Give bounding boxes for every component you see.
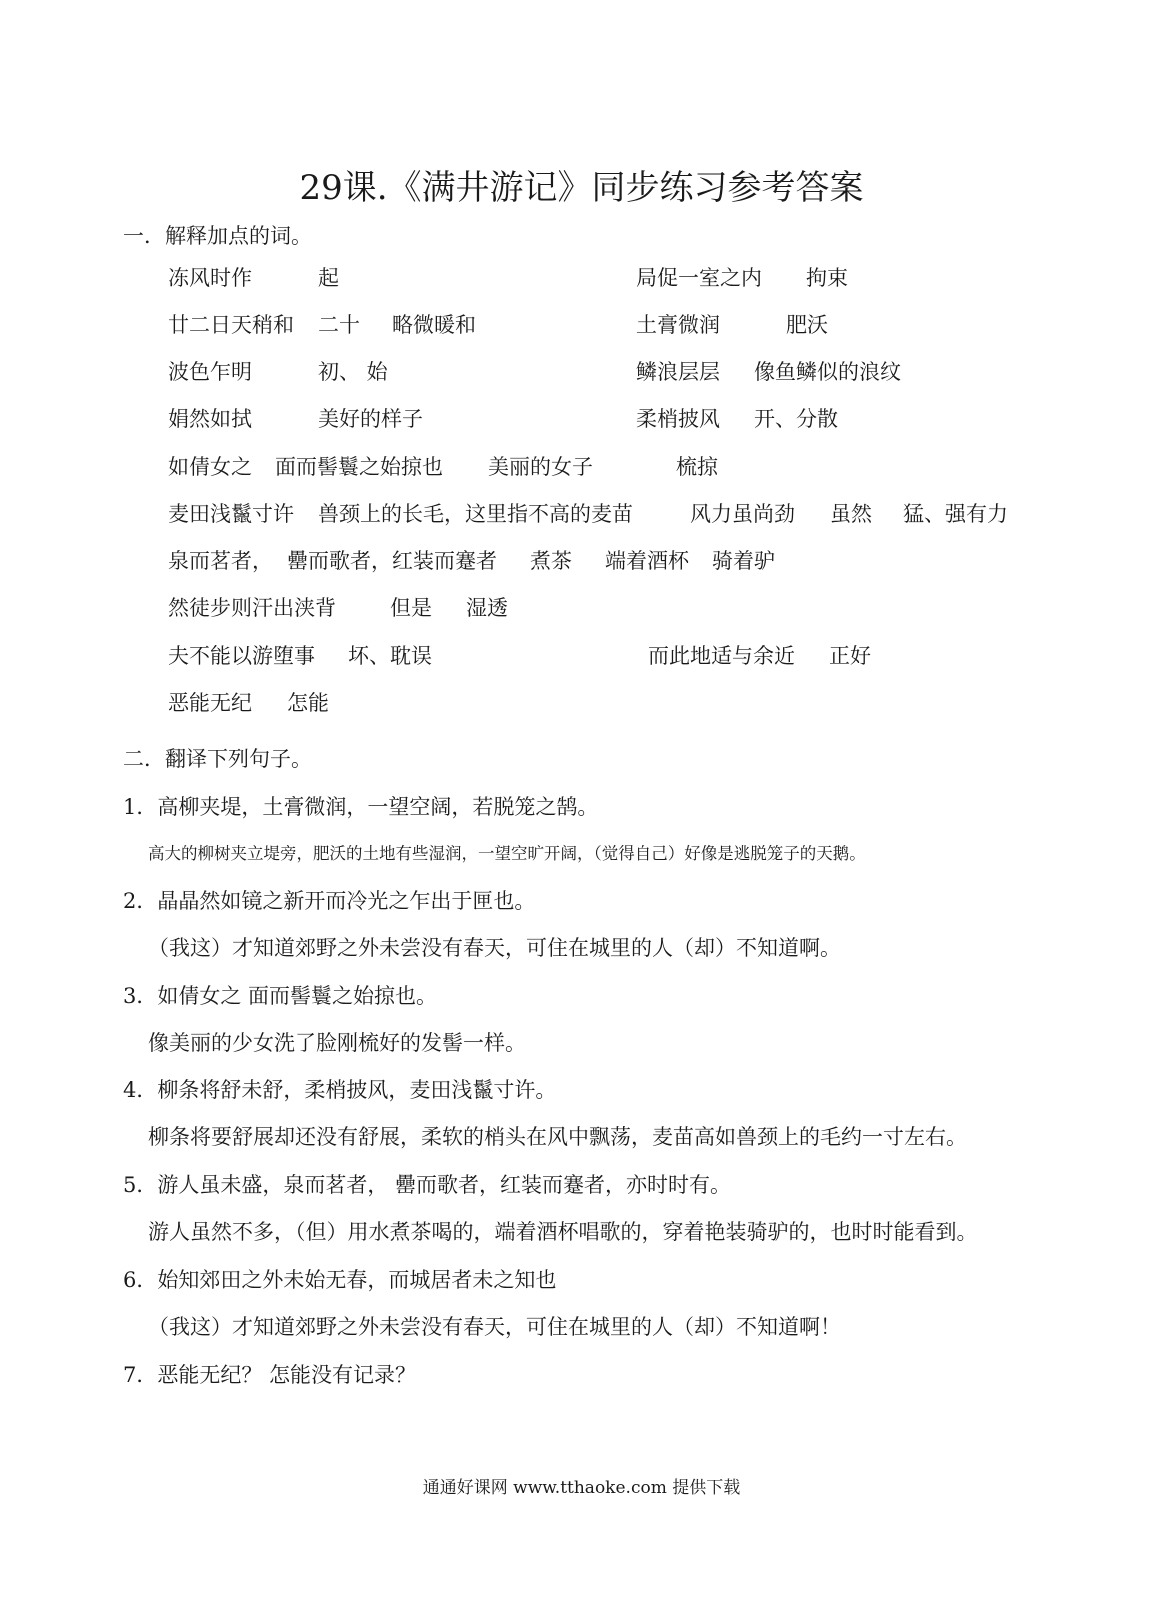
vocab-row7-cell1: 泉而茗者， [168, 549, 273, 573]
vocab-row5-cell1: 如倩女之 [168, 455, 252, 479]
vocab-row1-cell2: 起 [318, 266, 339, 290]
vocab-row1-cell4: 拘束 [806, 266, 848, 290]
vocab-row4-cell3: 柔梢披风 [636, 407, 720, 431]
vocab-row1-cell3: 局促一室之内 [636, 266, 762, 290]
question-4: 4．柳条将舒未舒，柔梢披风，麦田浅鬣寸许。 [123, 1078, 557, 1102]
question-3: 3．如倩女之 面而髻鬟之始掠也。 [123, 984, 438, 1008]
vocab-row4-cell4: 开、分散 [754, 407, 838, 431]
answer-6: （我这）才知道郊野之外未尝没有春天，可住在城里的人（却）不知道啊！ [148, 1315, 841, 1339]
vocab-row8-cell1: 然徒步则汗出浃背 [168, 596, 336, 620]
question-1: 1．高柳夹堤，土膏微润，一望空阔，若脱笼之鹄。 [123, 795, 599, 819]
vocab-row9-cell2: 坏、耽误 [348, 644, 432, 668]
vocab-row9-cell4: 正好 [829, 644, 871, 668]
vocab-row3-cell4: 像鱼鳞似的浪纹 [754, 360, 901, 384]
question-7: 7．恶能无纪？ 怎能没有记录？ [123, 1363, 417, 1387]
vocab-row2-cell3: 略微暖和 [392, 313, 476, 337]
vocab-row1-cell1: 冻风时作 [168, 266, 252, 290]
vocab-row7-cell5: 骑着驴 [712, 549, 775, 573]
vocab-row6-cell4: 虽然 [830, 502, 872, 526]
vocab-row7-cell2: 罍而歌者，红装而蹇者 [287, 549, 497, 573]
vocab-row5-cell2: 面而髻鬟之始掠也 [275, 455, 443, 479]
vocab-row3-cell1: 波色乍明 [168, 360, 252, 384]
question-2: 2．晶晶然如镜之新开而冷光之乍出于匣也。 [123, 889, 536, 913]
vocab-row10-cell1: 恶能无纪 [168, 691, 252, 715]
vocab-row3-cell3: 鳞浪层层 [636, 360, 720, 384]
footer-text: 通通好课网 www.tthaoke.com 提供下载 [422, 1478, 741, 1498]
vocab-row2-cell4: 土膏微润 [636, 313, 720, 337]
page-title: 29课.《满井游记》同步练习参考答案 [299, 168, 864, 208]
vocab-row7-cell4: 端着酒杯 [605, 549, 689, 573]
answer-2: （我这）才知道郊野之外未尝没有春天，可住在城里的人（却）不知道啊。 [148, 936, 841, 960]
vocab-row2-cell5: 肥沃 [786, 313, 828, 337]
vocab-row2-cell1: 廿二日天稍和 [168, 313, 294, 337]
vocab-row5-cell3: 美丽的女子 [488, 455, 593, 479]
vocab-row8-cell3: 湿透 [466, 596, 508, 620]
vocab-row6-cell1: 麦田浅鬣寸许 [168, 502, 294, 526]
vocab-row4-cell1: 娟然如拭 [168, 407, 252, 431]
vocab-row9-cell1: 夫不能以游堕事 [168, 644, 315, 668]
vocab-row6-cell5: 猛、强有力 [903, 502, 1008, 526]
vocab-row5-cell4: 梳掠 [676, 455, 718, 479]
question-5: 5．游人虽未盛，泉而茗者， 罍而歌者，红装而蹇者，亦时时有。 [123, 1173, 732, 1197]
answer-1: 高大的柳树夹立堤旁，肥沃的土地有些湿润，一望空旷开阔，（觉得自己）好像是逃脱笼子的天鹅。 [148, 844, 866, 863]
vocab-row4-cell2: 美好的样子 [318, 407, 423, 431]
section1-heading: 一．解释加点的词。 [123, 224, 312, 248]
question-6: 6．始知郊田之外未始无春，而城居者未之知也 [123, 1268, 557, 1292]
vocab-row9-cell3: 而此地适与余近 [648, 644, 795, 668]
vocab-row8-cell2: 但是 [390, 596, 432, 620]
vocab-row3-cell2: 初、 始 [318, 360, 388, 384]
answer-3: 像美丽的少女洗了脸刚梳好的发髻一样。 [148, 1031, 526, 1055]
vocab-row6-cell3: 风力虽尚劲 [690, 502, 795, 526]
section2-heading: 二．翻译下列句子。 [123, 747, 312, 771]
answer-5: 游人虽然不多，（但）用水煮茶喝的，端着酒杯唱歌的，穿着艳装骑驴的，也时时能看到。 [148, 1220, 978, 1244]
answer-4: 柳条将要舒展却还没有舒展，柔软的梢头在风中飘荡，麦苗高如兽颈上的毛约一寸左右。 [148, 1125, 967, 1149]
vocab-row10-cell2: 怎能 [287, 691, 329, 715]
vocab-row2-cell2: 二十 [318, 313, 360, 337]
vocab-row6-cell2: 兽颈上的长毛，这里指不高的麦苗 [318, 502, 633, 526]
vocab-row7-cell3: 煮茶 [530, 549, 572, 573]
